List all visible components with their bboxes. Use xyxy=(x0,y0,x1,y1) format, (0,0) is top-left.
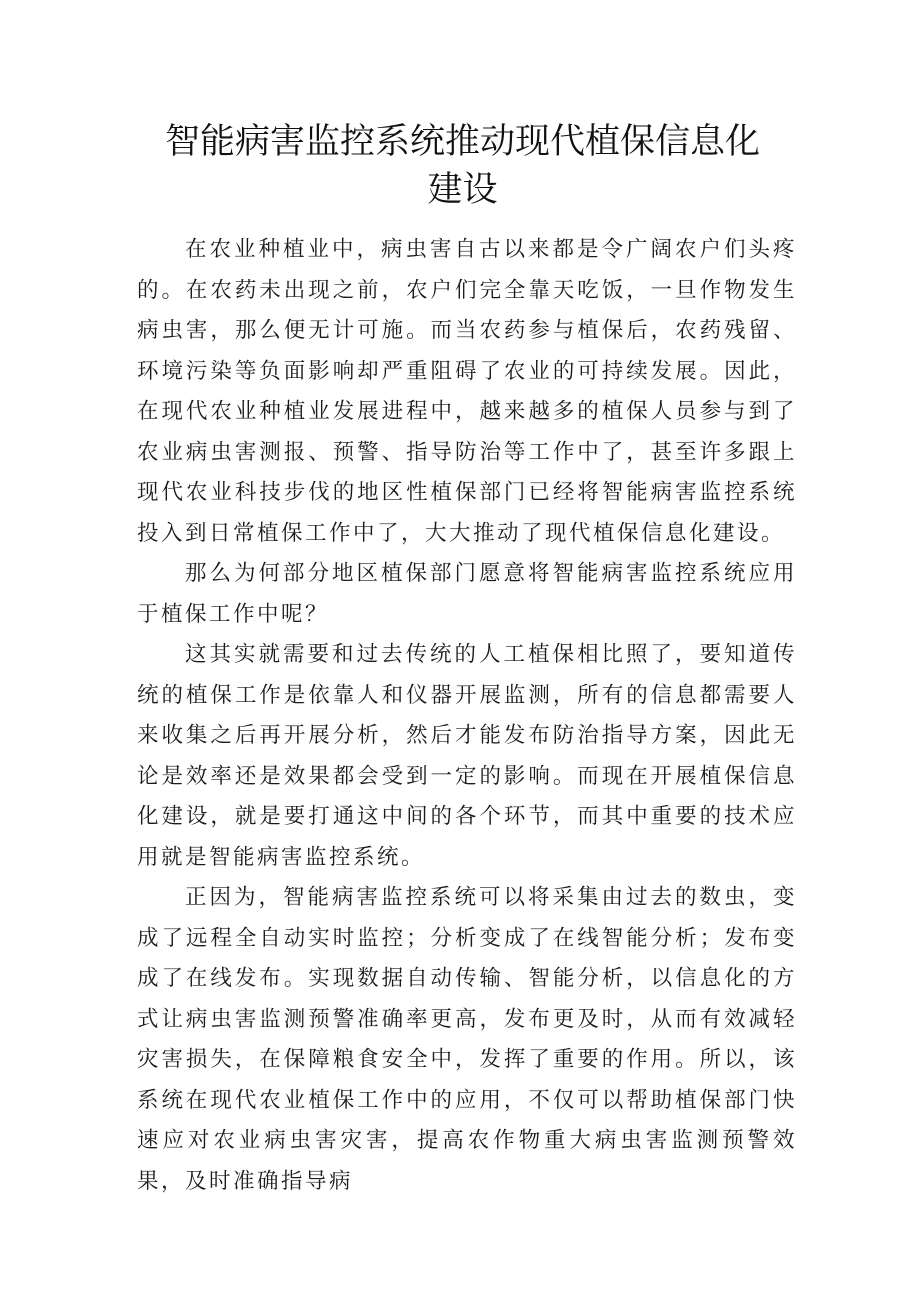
document-body xyxy=(137,230,797,1202)
paragraph-benefits: 正因为，智能病害监控系统可以将采集由过去的数虫，变成了远程全自动实时监控；分析变成了在线智能分析；发布变成了在线发布。实现数据自动传输、智能分析，以信息化的方式让病虫害监测预警准确率更高，发布更及时，从而有效减轻灾害损失，在保障粮食安全中，发挥了重要的作用。所以，该系统在现代农业植保工作中的应用，不仅可以帮助植保部门快速应对农业病虫害灾害，提高农作物重大病虫害监测预警效果，及时准确指导病 xyxy=(137,885,797,1194)
paragraph-intro: 在农业种植业中，病虫害自古以来都是令广阔农户们头疼的。在农药未出现之前，农户们完全靠天吃饭，一旦作物发生病虫害，那么便无计可施。而当农药参与植保后，农药残留、环境污染等负面影响却严重阻碍了农业的可持续发展。因此，在现代农业种植业发展进程中，越来越多的植保人员参与到了农业病虫害测报、预警、指导防治等工作中了，甚至许多跟上现代农业科技步伐的地区性植保部门已经将智能病害监控系统投入到日常植保工作中了，大大推动了现代植保信息化建设。 xyxy=(137,237,797,546)
paragraph-question: 那么为何部分地区植保部门愿意将智能病害监控系统应用于植保工作中呢？ xyxy=(137,561,797,627)
paragraph-comparison: 这其实就需要和过去传统的人工植保相比照了，要知道传统的植保工作是依靠人和仪器开展监测，所有的信息都需要人来收集之后再开展分析，然后才能发布防治指导方案，因此无论是效率还是效果都会受到一定的影响。而现在开展植保信息化建设，就是要打通这中间的各个环节，而其中重要的技术应用就是智能病害监控系统。 xyxy=(137,642,797,870)
document-title: 智能病害监控系统推动现代植保信息化建设 xyxy=(164,122,760,210)
